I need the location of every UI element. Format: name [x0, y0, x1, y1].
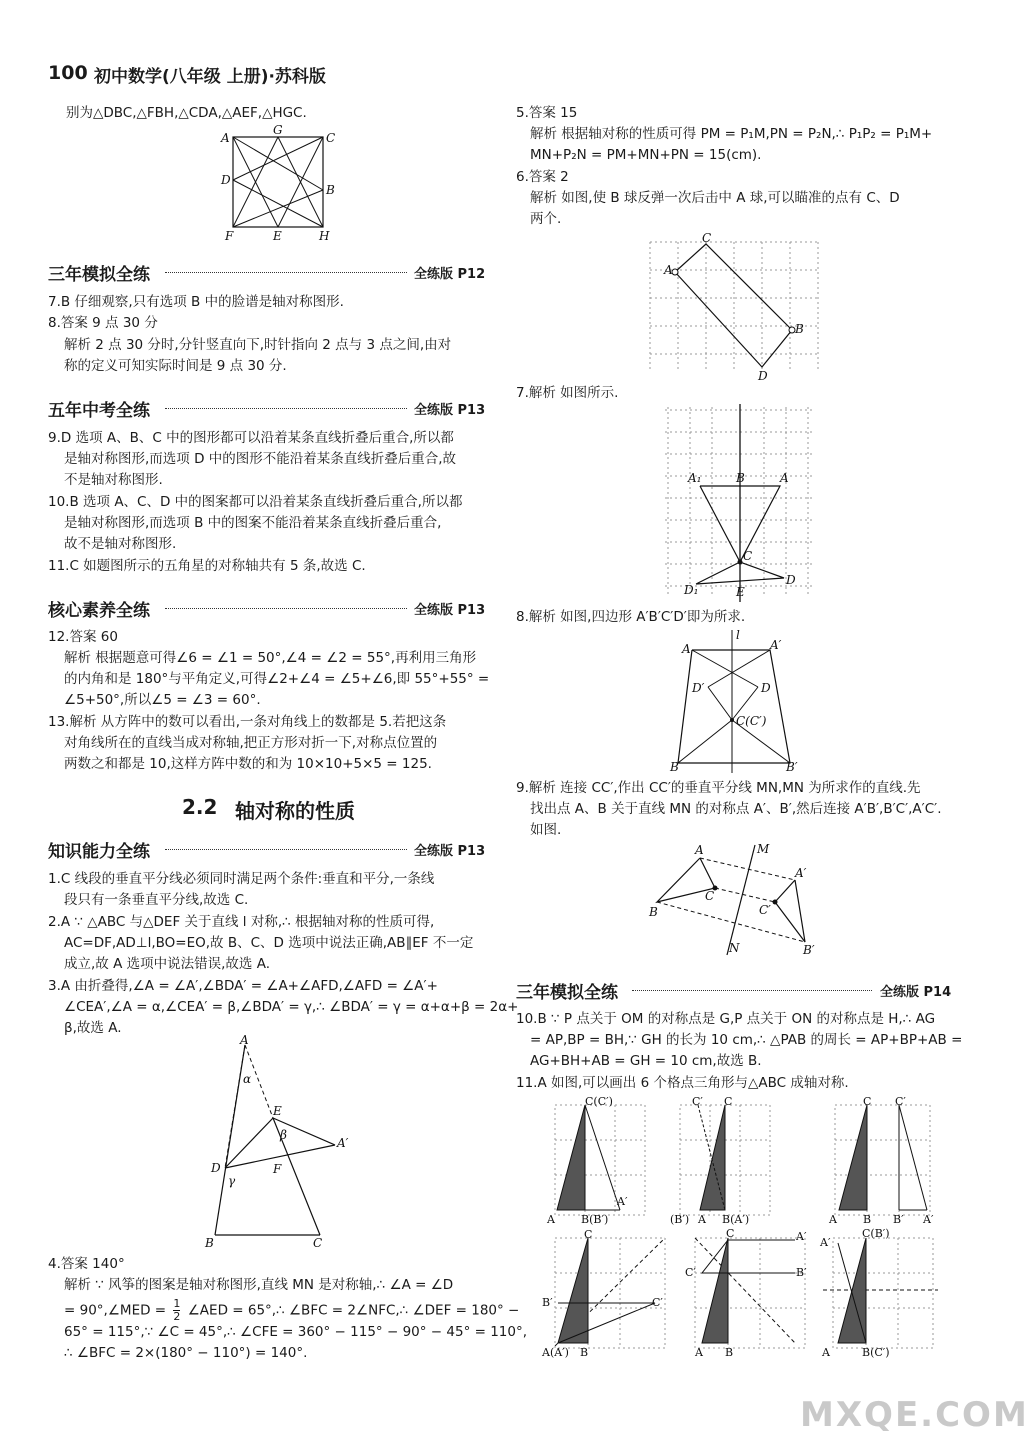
fig1-label: G — [273, 123, 283, 137]
answer-line: ∠5+50°,所以∠5 = ∠3 = 60°. — [64, 692, 261, 708]
grid-label: B′ — [893, 1213, 904, 1226]
answer-line: 对角线所在的直线当成对称轴,把正方形对折一下,对称点位置的 — [64, 735, 438, 751]
answer-line: 是轴对称图形,而选项 B 中的图案不能沿着某条直线折叠后重合, — [64, 515, 442, 531]
section-ref: 全练版 P13 — [414, 403, 486, 418]
fig5-label: D — [761, 681, 771, 695]
answer-line: 找出点 A、B 关于直线 MN 的对称点 A′、B′,然后连接 A′B′,B′C′,A′C′. — [530, 801, 942, 817]
fraction-numerator: 1 — [173, 1297, 181, 1310]
fig4-label: C — [743, 549, 753, 563]
section-title: 三年模拟全练 — [48, 265, 150, 285]
grid-label: B′ — [796, 1266, 807, 1279]
answer-line: β,故选 A. — [64, 1020, 122, 1036]
answer-line: 解析 根据题意可得∠6 = ∠1 = 50°,∠4 = ∠2 = 55°,再利用三角形 — [64, 650, 477, 666]
fig5-label: C(C′) — [736, 714, 767, 728]
grid-figure — [818, 1228, 943, 1358]
answer-line: 的内角和是 180°与平角定义,可得∠2+∠4 = ∠5+∠6,即 55°+55° = — [64, 671, 490, 687]
fig1-label: B — [326, 183, 335, 197]
answer-line: 称的定义可知实际时间是 9 点 30 分. — [64, 358, 287, 374]
fig3-label: D — [758, 369, 768, 383]
section-ref: 全练版 P14 — [880, 985, 952, 1000]
fig6-label: A′ — [795, 866, 807, 880]
answer-line: 如图. — [530, 822, 562, 838]
grid-label: C′ — [685, 1266, 696, 1279]
fig4-label: E — [736, 585, 745, 599]
grid-figure — [670, 1095, 780, 1225]
fig4-label: A₁ — [688, 471, 702, 485]
section-divider — [165, 272, 407, 273]
section-ref: 全练版 P13 — [414, 603, 486, 618]
section-divider — [632, 990, 872, 991]
figure-billiard-grid — [640, 232, 830, 382]
answer-line: MN+P₂N = PM+MN+PN = 15(cm). — [530, 147, 762, 163]
page-number: 100 — [48, 62, 88, 84]
section-title: 核心素养全练 — [48, 601, 150, 621]
figure-symmetric-grid — [660, 402, 820, 607]
answer-line: 7.解析 如图所示. — [516, 385, 619, 401]
answer-line: ∠CEA′,∠A = α,∠CEA′ = β,∠BDA′ = γ,∴ ∠BDA′ = γ = α+α+β = 2α+ — [64, 999, 519, 1015]
answer-line: 两数之和都是 10,这样方阵中数的和为 10×10+5×5 = 125. — [64, 756, 432, 772]
answer-line: 13.解析 从方阵中的数可以看出,一条对角线上的数都是 5.若把这条 — [48, 714, 447, 730]
grid-label: A′ — [820, 1236, 831, 1249]
section-ref: 全练版 P12 — [414, 267, 486, 282]
figure-quadrilateral — [670, 625, 810, 775]
fig6-label: M — [757, 842, 770, 856]
section-divider — [165, 408, 407, 409]
answer-line: 10.B ∵ P 点关于 OM 的对称点是 G,P 点关于 ON 的对称点是 H,∴ AG — [516, 1011, 936, 1027]
section-title: 三年模拟全练 — [516, 983, 618, 1003]
grid-label: A′ — [617, 1195, 628, 1208]
grid-label: A — [698, 1213, 706, 1226]
fig1-label: A — [221, 131, 230, 145]
grid-figure — [545, 1095, 655, 1225]
fig4-label: D — [786, 573, 796, 587]
answer-line: 不是轴对称图形. — [64, 472, 163, 488]
fig3-label: C — [702, 231, 712, 245]
answer-line: 是轴对称图形,而选项 D 中的图形不能沿着某条直线折叠后重合,故 — [64, 451, 457, 467]
fig2-label: β — [280, 1128, 287, 1142]
intro-line: 别为△DBC,△FBH,△CDA,△AEF,△HGC. — [66, 105, 307, 121]
answer-line: 8.解析 如图,四边形 A′B′C′D′即为所求. — [516, 609, 746, 625]
answer-line: 解析 ∵ 风筝的图案是轴对称图形,直线 MN 是对称轴,∴ ∠A = ∠D — [64, 1277, 454, 1293]
fig2-label: γ — [228, 1174, 236, 1188]
fig1-label: D — [221, 173, 231, 187]
fig2-label: C — [313, 1236, 323, 1250]
grid-label: B — [863, 1213, 872, 1226]
fraction-denominator: 2 — [173, 1310, 181, 1323]
grid-label: C′ — [895, 1095, 906, 1108]
answer-line: 成立,故 A 选项中说法错误,故选 A. — [64, 956, 270, 972]
fig4-label: D₁ — [684, 583, 699, 597]
grid-figure — [540, 1228, 675, 1358]
answer-line: 解析 如图,使 B 球反弹一次后击中 A 球,可以瞄准的点有 C、D — [530, 190, 900, 206]
fig5-label: A — [682, 642, 691, 656]
grid-label: C′ — [652, 1296, 663, 1309]
fig5-label: A′ — [770, 638, 782, 652]
answer-line: 1.C 线段的垂直平分线必须同时满足两个条件:垂直和平分,一条线 — [48, 871, 435, 887]
fig6-label: A — [695, 843, 704, 857]
grid-label: A — [695, 1346, 703, 1359]
grid-label: A — [822, 1346, 830, 1359]
answer-line: 5.答案 15 — [516, 105, 578, 121]
fig5-label: B — [670, 760, 679, 774]
figure-mirror-triangles — [645, 840, 825, 960]
text-part: = 90°,∠MED = — [64, 1302, 167, 1319]
grid-label: B′ — [542, 1296, 553, 1309]
fig5-label: B′ — [786, 760, 798, 774]
answer-line: 解析 根据轴对称的性质可得 PM = P₁M,PN = P₂N,∴ P₁P₂ = P₁M+ — [530, 126, 933, 142]
grid-label: C — [584, 1228, 593, 1241]
fig1-label: H — [319, 229, 330, 243]
fig2-label: B — [205, 1236, 214, 1250]
fraction-half — [173, 1298, 180, 1323]
section-divider — [165, 608, 407, 609]
fig2-label: D — [211, 1161, 221, 1175]
figure-square-triangles — [215, 122, 335, 242]
answer-line: 65° = 115°,∵ ∠C = 45°,∴ ∠CFE = 360° − 115° − 90° − 45° = 110°, — [64, 1324, 528, 1340]
grid-label: C — [726, 1227, 735, 1240]
fig6-label: B′ — [803, 943, 815, 957]
grid-label: B(B′) — [581, 1213, 609, 1226]
grid-label: A — [829, 1213, 837, 1226]
grid-label: A′ — [796, 1230, 807, 1243]
section-divider — [165, 849, 407, 850]
fig1-label: E — [273, 229, 282, 243]
answer-line: 6.答案 2 — [516, 169, 569, 185]
grid-figure — [680, 1228, 815, 1358]
fig2-label: A′ — [337, 1136, 349, 1150]
fig4-label: A — [780, 471, 789, 485]
answer-line: 9.D 选项 A、B、C 中的图形都可以沿着某条直线折叠后重合,所以都 — [48, 430, 454, 446]
fig6-label: N — [729, 941, 740, 955]
grid-label: B — [725, 1346, 734, 1359]
fig5-label: l — [736, 628, 740, 642]
section-title: 知识能力全练 — [48, 842, 150, 862]
chapter-number: 2.2 — [182, 795, 218, 819]
grid-label: A′ — [923, 1213, 934, 1226]
text-part: ∠AED = 65°,∴ ∠BFC = 2∠NFC,∴ ∠DEF = 180° − — [187, 1302, 520, 1319]
fig3-label: A — [664, 263, 673, 277]
fig3-label: B — [795, 322, 804, 336]
fig2-label: A — [240, 1033, 249, 1047]
grid-label: B(C′) — [862, 1346, 890, 1359]
answer-line: 9.解析 连接 CC′,作出 CC′的垂直平分线 MN,MN 为所求作的直线.先 — [516, 780, 921, 796]
watermark: MXQE.COM — [800, 1395, 1029, 1435]
fig2-label: F — [273, 1162, 282, 1176]
grid-label: A(A′) — [542, 1346, 569, 1359]
fig2-label: E — [273, 1104, 282, 1118]
section-ref: 全练版 P13 — [414, 844, 486, 859]
fig1-label: C — [326, 131, 336, 145]
answer-line: 12.答案 60 — [48, 629, 118, 645]
answer-line: 3.A 由折叠得,∠A = ∠A′,∠BDA′ = ∠A+∠AFD,∠AFD = ∠A′+ — [48, 978, 438, 994]
fig1-label: F — [225, 229, 234, 243]
fig6-label: C — [705, 889, 715, 903]
grid-label: C(C′) — [585, 1095, 613, 1108]
fig6-label: B — [649, 905, 658, 919]
grid-label: B — [580, 1346, 589, 1359]
grid-label: A — [547, 1213, 555, 1226]
answer-line: ∴ ∠BFC = 2×(180° − 110°) = 140°. — [64, 1345, 308, 1361]
chapter-title: 轴对称的性质 — [235, 799, 355, 823]
answer-line: 11.C 如题图所示的五角星的对称轴共有 5 条,故选 C. — [48, 558, 366, 574]
grid-label: C(B′) — [862, 1227, 890, 1240]
fig5-label: D′ — [692, 681, 705, 695]
grid-label: C′ — [692, 1095, 703, 1108]
grid-label: C — [724, 1095, 733, 1108]
answer-line: 故不是轴对称图形. — [64, 536, 177, 552]
answer-line: = AP,BP = BH,∵ GH 的长为 10 cm,∴ △PAB 的周长 = AP+BP+AB = — [530, 1032, 963, 1048]
answer-line: 4.答案 140° — [48, 1256, 125, 1272]
answer-line: AC=DF,AD⊥l,BO=EO,故 B、C、D 选项中说法正确,AB∥EF 不一定 — [64, 935, 474, 951]
answer-line: 11.A 如图,可以画出 6 个格点三角形与△ABC 成轴对称. — [516, 1075, 849, 1091]
section-title: 五年中考全练 — [48, 401, 150, 421]
book-title: 初中数学(八年级 上册)·苏科版 — [94, 67, 326, 87]
answer-line: 10.B 选项 A、C、D 中的图案都可以沿着某条直线折叠后重合,所以都 — [48, 494, 463, 510]
answer-line: AG+BH+AB = GH = 10 cm,故选 B. — [530, 1053, 762, 1069]
grid-figure — [825, 1095, 940, 1225]
figure-folded-triangle — [195, 1035, 365, 1250]
answer-line: 段只有一条垂直平分线,故选 C. — [64, 892, 249, 908]
answer-line: 两个. — [530, 211, 562, 227]
grid-label: (B′) — [670, 1213, 690, 1226]
fig6-label: C′ — [759, 903, 771, 917]
answer-line: 解析 2 点 30 分时,分针竖直向下,时针指向 2 点与 3 点之间,由对 — [64, 337, 452, 353]
answer-line: 7.B 仔细观察,只有选项 B 中的脸谱是轴对称图形. — [48, 294, 344, 310]
fig4-label: B — [736, 471, 745, 485]
fig2-label: α — [243, 1072, 252, 1086]
answer-line: 2.A ∵ △ABC 与△DEF 关于直线 l 对称,∴ 根据轴对称的性质可得, — [48, 914, 435, 930]
answer-line: 8.答案 9 点 30 分 — [48, 315, 158, 331]
grid-label: B(A′) — [722, 1213, 750, 1226]
answer-line — [64, 1298, 519, 1323]
grid-label: C — [863, 1095, 872, 1108]
